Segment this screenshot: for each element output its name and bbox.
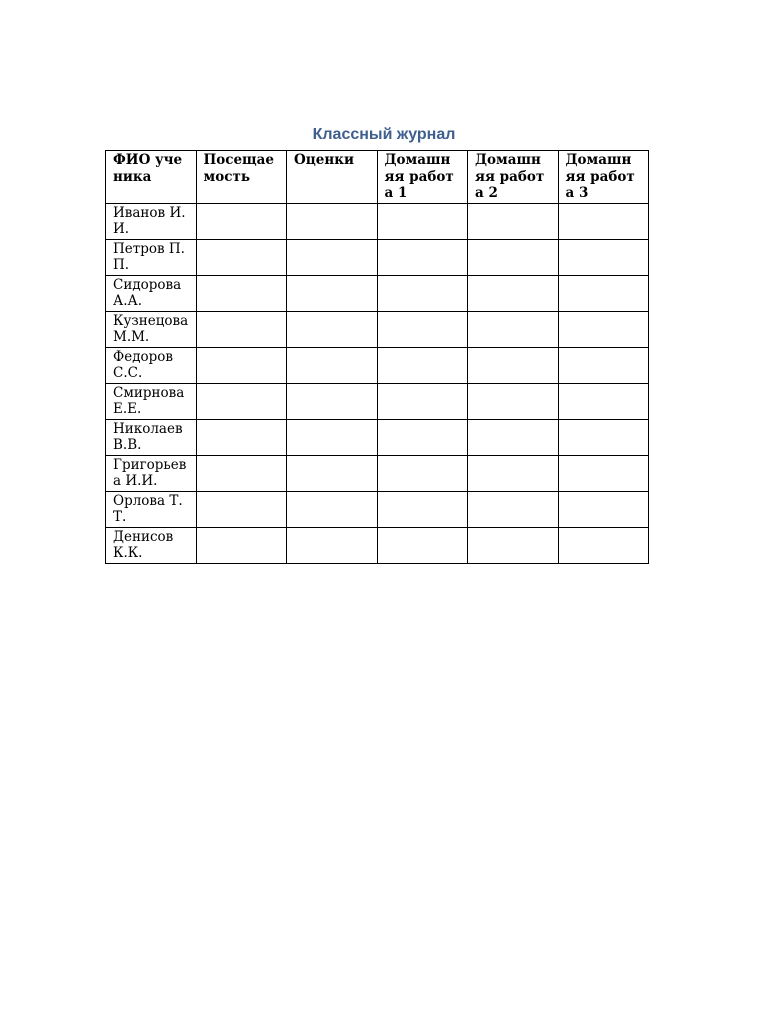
table-row <box>106 311 649 347</box>
student-name: Орлова Т.Т. <box>106 491 197 527</box>
homework-3-cell <box>558 203 649 239</box>
homework-3-cell <box>558 527 649 563</box>
grades-cell <box>287 203 378 239</box>
homework-1-cell <box>377 347 468 383</box>
homework-3-cell <box>558 383 649 419</box>
attendance-cell <box>196 311 287 347</box>
homework-1-cell <box>377 239 468 275</box>
student-name: Григорьева И.И. <box>106 455 197 491</box>
table-row <box>106 203 649 239</box>
homework-1-cell <box>377 383 468 419</box>
table-row <box>106 275 649 311</box>
grades-cell <box>287 455 378 491</box>
student-name: Иванов И.И. <box>106 203 197 239</box>
grades-cell <box>287 527 378 563</box>
attendance-cell <box>196 383 287 419</box>
grades-cell <box>287 275 378 311</box>
grades-cell <box>287 419 378 455</box>
homework-2-cell <box>468 491 559 527</box>
grades-cell <box>287 491 378 527</box>
header-grades: Оценки <box>287 151 378 204</box>
homework-3-cell <box>558 275 649 311</box>
homework-1-cell <box>377 455 468 491</box>
attendance-cell <box>196 275 287 311</box>
header-homework-3: Домашняя работа 3 <box>558 151 649 204</box>
attendance-cell <box>196 347 287 383</box>
table-row <box>106 491 649 527</box>
homework-2-cell <box>468 203 559 239</box>
homework-2-cell <box>468 311 559 347</box>
homework-3-cell <box>558 311 649 347</box>
homework-1-cell <box>377 527 468 563</box>
header-homework-2: Домашняя работа 2 <box>468 151 559 204</box>
attendance-cell <box>196 239 287 275</box>
table-header-row <box>106 151 649 204</box>
student-name: Петров П.П. <box>106 239 197 275</box>
homework-3-cell <box>558 419 649 455</box>
header-homework-1: Домашняя работа 1 <box>377 151 468 204</box>
student-name: Сидорова А.А. <box>106 275 197 311</box>
attendance-cell <box>196 527 287 563</box>
student-name: Смирнова Е.Е. <box>106 383 197 419</box>
page-title: Классный журнал <box>312 126 456 143</box>
attendance-cell <box>196 455 287 491</box>
homework-2-cell <box>468 455 559 491</box>
student-name: Федоров С.С. <box>106 347 197 383</box>
grades-cell <box>287 347 378 383</box>
homework-1-cell <box>377 203 468 239</box>
homework-3-cell <box>558 347 649 383</box>
homework-2-cell <box>468 275 559 311</box>
homework-1-cell <box>377 419 468 455</box>
homework-1-cell <box>377 275 468 311</box>
attendance-cell <box>196 419 287 455</box>
homework-1-cell <box>377 491 468 527</box>
class-journal-table <box>105 150 649 564</box>
homework-3-cell <box>558 491 649 527</box>
homework-2-cell <box>468 239 559 275</box>
attendance-cell <box>196 203 287 239</box>
student-name: Денисов К.К. <box>106 527 197 563</box>
homework-3-cell <box>558 239 649 275</box>
table-row <box>106 455 649 491</box>
homework-2-cell <box>468 347 559 383</box>
student-name: Кузнецова М.М. <box>106 311 197 347</box>
student-name: Николаев В.В. <box>106 419 197 455</box>
homework-2-cell <box>468 383 559 419</box>
grades-cell <box>287 311 378 347</box>
table-row <box>106 419 649 455</box>
homework-1-cell <box>377 311 468 347</box>
table-row <box>106 347 649 383</box>
homework-2-cell <box>468 527 559 563</box>
table-row <box>106 383 649 419</box>
table-row <box>106 239 649 275</box>
header-student-name: ФИО ученика <box>106 151 197 204</box>
grades-cell <box>287 383 378 419</box>
header-attendance: Посещаемость <box>196 151 287 204</box>
homework-3-cell <box>558 455 649 491</box>
grades-cell <box>287 239 378 275</box>
homework-2-cell <box>468 419 559 455</box>
table-row <box>106 527 649 563</box>
attendance-cell <box>196 491 287 527</box>
